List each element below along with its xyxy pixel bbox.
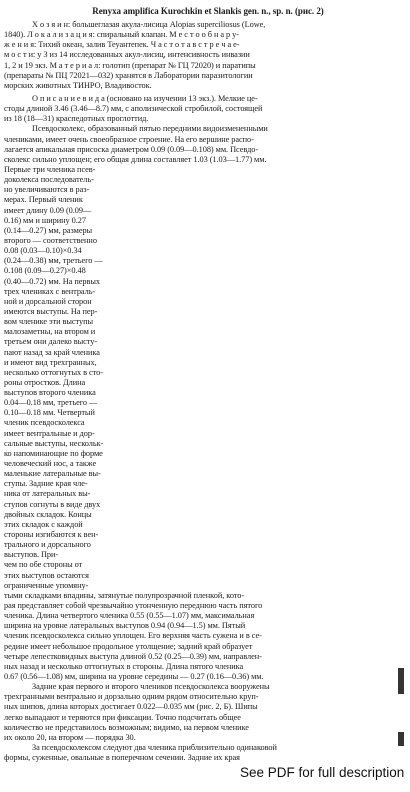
narrow-text-line: членик псевдосколекса [4,418,85,428]
narrow-text-line: (0.24—0.38) мм, третьего — [4,256,103,266]
description-intro-block [4,94,398,165]
narrow-text-line: 0.08 (0.03—0.10)×0.34 [4,246,82,256]
narrow-text-line: пают назад за край членика [4,347,100,357]
host-info-line: Х о з я и н: большеглазая акула-лисица Alopias superciliosus (Lowe, [32,20,266,29]
narrow-text-line: этих выступов остаются [4,570,89,580]
wide-text-line: 0.67 (0.56—1.08) мм, ширина на уровне середины — 0.27 (0.16—0.36) мм. [4,672,264,681]
narrow-text-line: сальные выступы, нескольк- [4,438,104,448]
narrow-text-line: имеет вентральные и дор- [4,428,95,438]
host-info-line: морских животных ТИНРО, Владивосток. [4,80,152,90]
narrow-text-line: 0.108 (0.09—0.27)×0.48 [4,266,86,276]
description-line: лагается апикальная присоска диаметром 0.09 (0.09—0.108) мм. Псевдо- [4,144,259,154]
host-info-line: 1, 2 и 19 экз. М а т е р и а л: голотип (препарат № ГЦ 72020) и паратипы [4,60,256,70]
wide-text-line: легко выпадают и теряются при фиксации. Точно подсчитать общее [4,712,241,722]
narrow-column-text [4,165,154,591]
narrow-text-line: (0.14—0.27) мм, размеры [4,225,93,235]
wide-text-line: За псевдосколексом следуют два членика приблизительно одинаковой [32,742,277,752]
description-line: стоды длиной 3.46 (3.46—8.7) мм, с аполизической стробилой, состоящей [4,104,263,114]
wide-text-line: Задние края первого и второго члеников псевдосколекса вооружены [32,682,270,692]
host-info-line: ж е н и я: Тихий океан, залив Теуантепек. Ч а с т о т а в с т р е ч а е- [4,40,240,50]
narrow-text-line: и имеют вид трехгранных, [4,357,97,367]
narrow-text-line: ступы. Задние края чле- [4,479,88,489]
narrow-text-line: доколекса последователь- [4,175,94,185]
wide-text-line: ширина на уровне латеральных выступов 0.94 (0.94—1.5) мм. Пятый [4,621,246,631]
narrow-text-line: вом членике эти выступы [4,317,94,327]
narrow-text-line: маленькие латеральные вы- [4,469,101,479]
narrow-text-line: ника от латеральных вы- [4,489,91,499]
narrow-text-line: 0.04—0.18 мм, третьего — [4,398,98,408]
wide-text-line: четыре лепестковидных выступа длиной 0.52 (0.25—0.39) мм, направлен- [4,651,262,661]
continued-description-text [4,591,396,763]
narrow-text-line: этих складок с каждой [4,519,83,529]
wide-text-line: тыми складками впадины, затянутые полупрозрачной пленкой, кото- [4,590,245,600]
narrow-text-line: роны отростков. Длина [4,377,86,387]
narrow-text-line: имеются выступы. На пер- [4,306,98,316]
wide-text-line: трехгранными вентрально и дорзально одним рядом относительно круп- [4,692,259,702]
narrow-text-line: но увеличиваются в раз- [4,185,90,195]
wide-text-line: количество не представилось возможным; видимо, на первом членике [4,722,249,732]
narrow-text-line: стороны изгибаются к вен- [4,530,99,540]
wide-text-line: ных назад и несколько оттогнутых в стороны. Длина пятого членика [4,661,244,671]
description-line: Псевдосколекс, образованный пятью передними видоизмененными [32,124,268,134]
narrow-text-line: человеческий нос, а также [4,459,97,469]
narrow-text-line: малозаметны, на втором и [4,327,96,337]
narrow-text-line: ко напоминающие по форме [4,448,103,458]
narrow-text-line: (0.40—0.72) мм. На первых [4,276,100,286]
wide-text-line: членик псевдосколекса сильно уплощен. Его верхняя часть сужена и в се- [4,631,262,641]
host-info-block [4,20,398,91]
narrow-text-line: чем по обе стороны от [4,560,83,570]
wide-text-line: ных шипов, длина которых достигает 0.022—0.035 мм (рис. 2, Б). Шипы [4,702,258,712]
description-line: сколекс сильно уплощен; его общая длина составляет 1.03 (1.03—1.77) мм. [4,154,267,164]
host-info-line: 1840). Л о к а л и з а ц и я: спиральный клапан. М е с т о о б н а р у- [4,30,239,40]
wide-text-line: формы, суженные, овальные в поперечном сечении. Задние их края [4,753,240,763]
narrow-text-line: несколько оттогнутых в сто- [4,367,103,377]
species-title: Renyxa amplifica Kurochkin et Slankis gen. n., sp. n. (рис. 2) [92,6,324,16]
wide-text-line: их около 20, на втором — порядка 30. [4,732,136,742]
narrow-text-line: второго — соответственно [4,235,97,245]
description-line: из 18 (18—31) краспедотных проглоттид. [4,114,149,124]
scan-artifact [398,668,404,694]
narrow-text-line: 0.16) мм и ширину 0.27 [4,215,86,225]
narrow-text-line: ной и дорсальной сторон [4,296,92,306]
narrow-text-line: трального и дорсального [4,540,91,550]
narrow-text-line: выступов. При- [4,550,59,560]
narrow-text-line: 0.10—0.18 мм. Четвертый [4,408,95,418]
narrow-text-line: выступов второго членика [4,388,96,398]
wide-text-line: рая представляет собой чрезвычайно утонченную переднюю часть пятого [4,601,263,611]
narrow-text-line: мерах. Первый членик [4,195,83,205]
description-line: О п и с а н и е в и д а (основано на изучении 13 экз.). Мелкие це- [32,93,258,103]
narrow-text-line: ограниченные упомяну- [4,580,89,590]
narrow-text-line: двойных складок. Концы [4,509,92,519]
wide-text-line: редине имеет небольшое продольное утолщение; задний край образует [4,641,253,651]
wide-text-line: членика. Длина четвертого членика 0.55 (0.55—1.07) мм, максимальная [4,611,255,621]
narrow-text-line: ступов согнуты в виде двух [4,499,101,509]
host-info-line: м о с т и: у 3 из 14 исследованных акул-лисиц, интенсивность инвазии [4,50,250,60]
scanned-text-region [4,2,398,763]
narrow-text-line: имеет длину 0.09 (0.09— [4,205,92,215]
narrow-text-line: третьем они далеко высту- [4,337,98,347]
narrow-text-line: Первые три членика псев- [4,164,96,174]
scan-artifact [398,732,404,746]
description-line: члениками, имеет очень своеобразное строение. На его вершине распо- [4,134,254,144]
host-info-line: (препараты № ПЦ 72021—032) хранятся в Лаборатории паразитологии [4,70,253,80]
footer-note: See PDF for full description [240,765,405,780]
narrow-text-line: трех члениках с вентраль- [4,286,96,296]
